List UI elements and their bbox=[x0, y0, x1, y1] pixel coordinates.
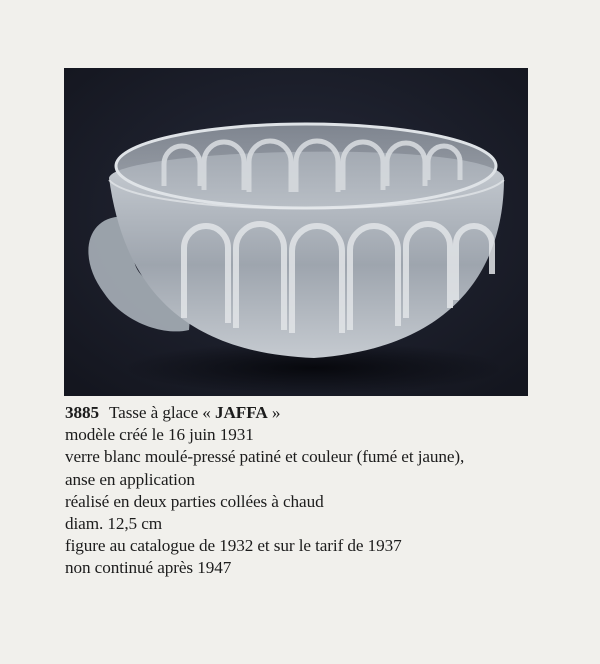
caption-line-diameter: diam. 12,5 cm bbox=[65, 514, 163, 534]
model-name: JAFFA bbox=[215, 403, 268, 422]
caption-line-construction: réalisé en deux parties collées à chaud bbox=[65, 491, 324, 511]
glass-cup-image bbox=[64, 68, 528, 396]
catalog-caption bbox=[65, 402, 585, 580]
caption-line-creation-date: modèle créé le 16 juin 1931 bbox=[65, 425, 254, 445]
caption-title-line bbox=[65, 402, 585, 424]
caption-line-material: verre blanc moulé-pressé patiné et couleur (fumé et jaune), bbox=[65, 447, 465, 467]
product-photo bbox=[64, 68, 528, 396]
catalog-number: 3885 bbox=[65, 403, 99, 422]
caption-line-discontinued: non continué après 1947 bbox=[65, 558, 232, 578]
caption-line-catalogue: figure au catalogue de 1932 et sur le tarif de 1937 bbox=[65, 536, 402, 556]
title-prefix: Tasse à glace « bbox=[108, 403, 211, 422]
caption-line-handle: anse en application bbox=[65, 469, 195, 489]
title-suffix: » bbox=[271, 403, 281, 422]
